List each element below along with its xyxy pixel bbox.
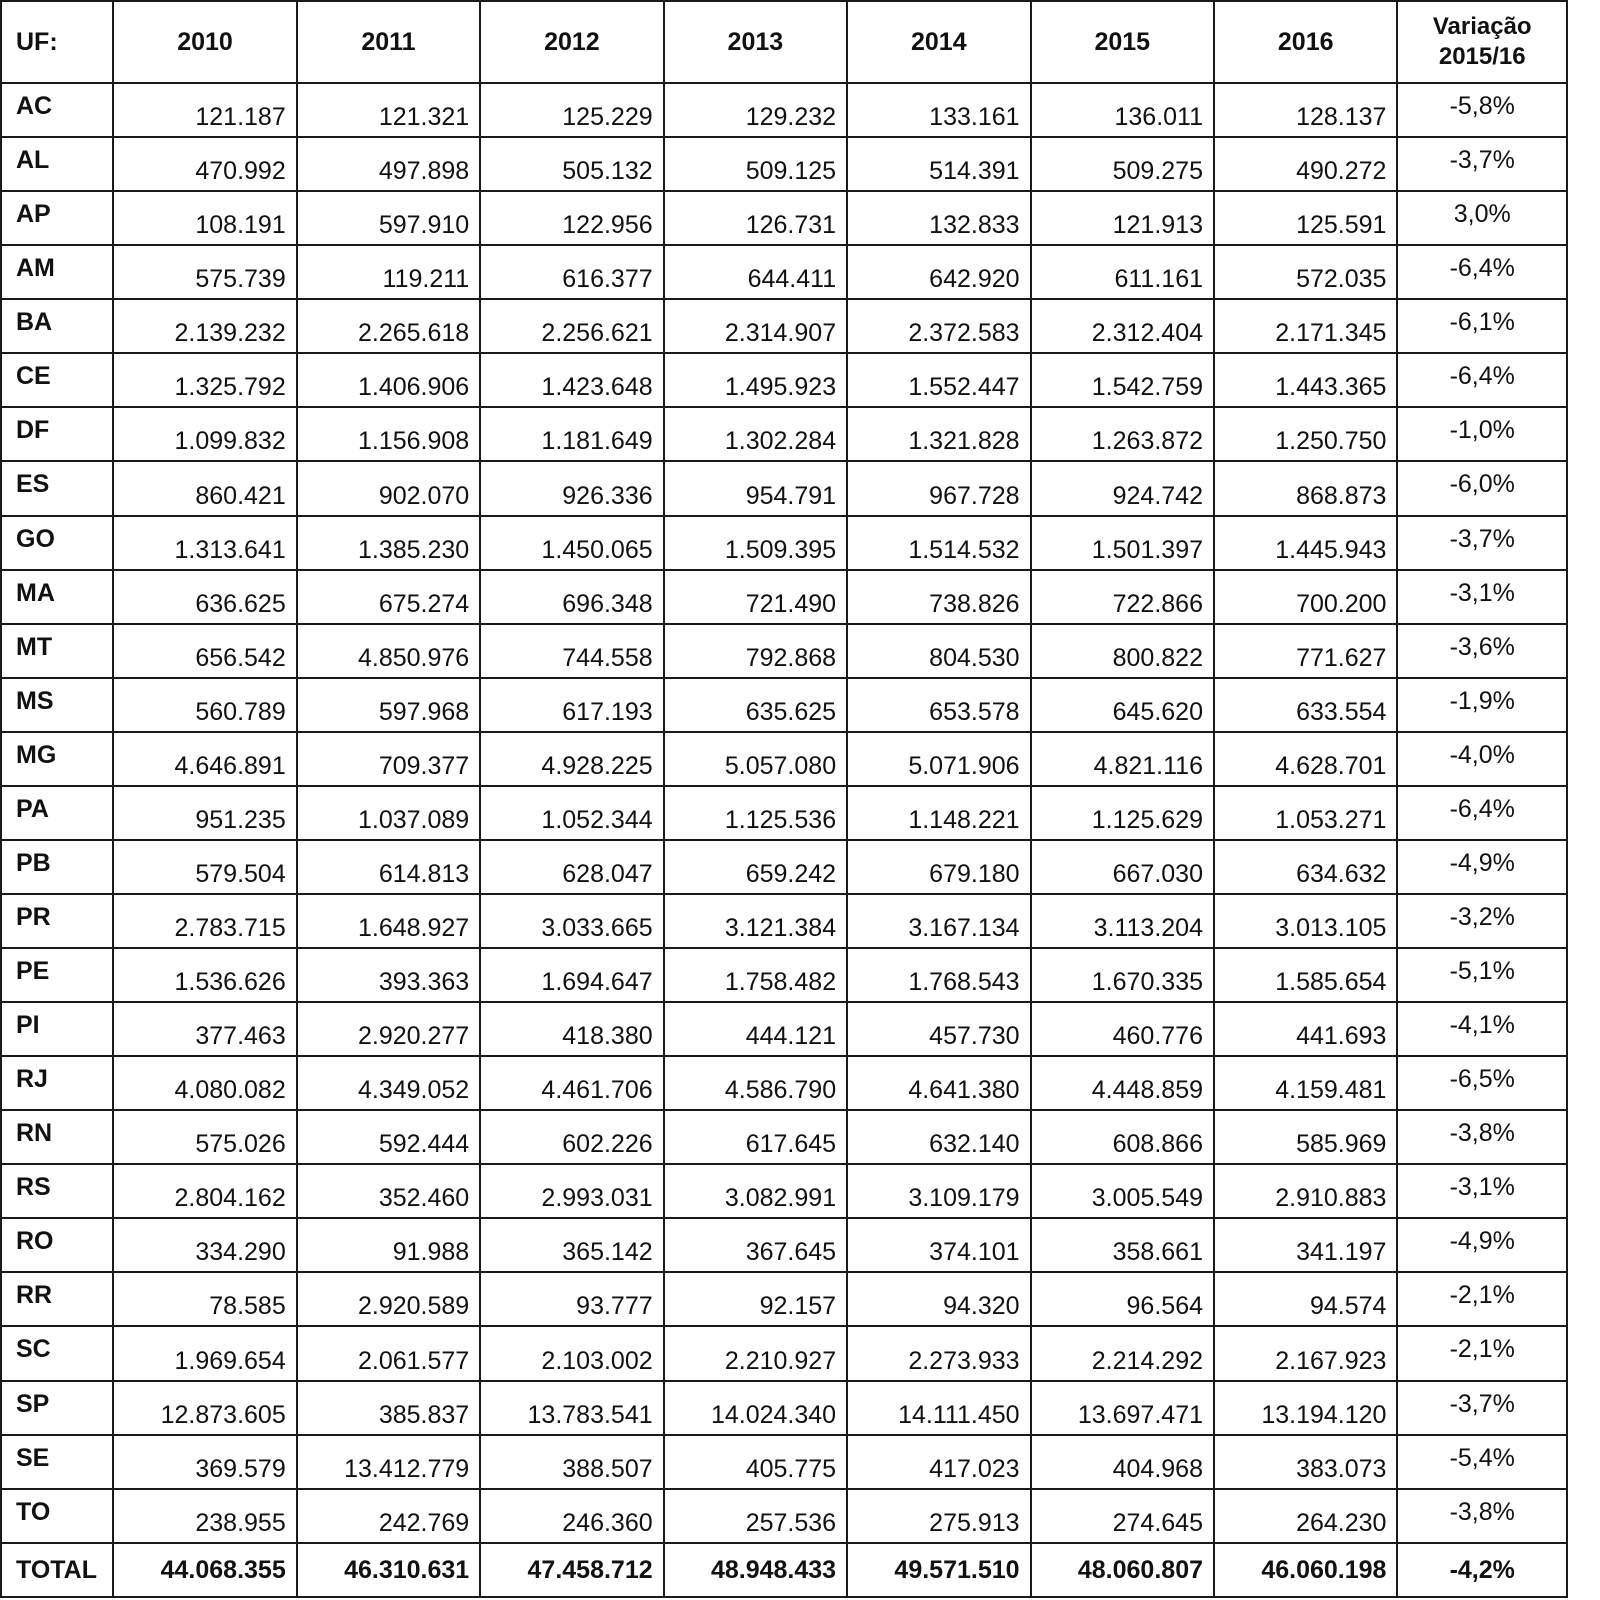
table-row [1, 353, 1567, 407]
value-cell: 4.641.380 [847, 1056, 1030, 1110]
variation-cell: -4,9% [1397, 840, 1567, 894]
value-cell: 1.263.872 [1031, 407, 1214, 461]
uf-cell: AP [1, 191, 113, 245]
value-cell: 441.693 [1214, 1002, 1397, 1056]
variation-cell: -3,8% [1397, 1110, 1567, 1164]
value-cell: 592.444 [297, 1110, 480, 1164]
value-cell: 2.061.577 [297, 1326, 480, 1380]
value-cell: 653.578 [847, 678, 1030, 732]
value-cell: 659.242 [664, 840, 847, 894]
value-cell: 1.501.397 [1031, 516, 1214, 570]
value-cell: 642.920 [847, 245, 1030, 299]
value-cell: 405.775 [664, 1435, 847, 1489]
value-cell: 132.833 [847, 191, 1030, 245]
value-cell: 1.125.536 [664, 786, 847, 840]
table-row [1, 191, 1567, 245]
uf-cell: SP [1, 1381, 113, 1435]
uf-cell: DF [1, 407, 113, 461]
value-cell: 13.783.541 [480, 1381, 663, 1435]
value-cell: 675.274 [297, 570, 480, 624]
value-cell: 860.421 [113, 461, 296, 515]
value-cell: 4.628.701 [1214, 732, 1397, 786]
value-cell: 5.071.906 [847, 732, 1030, 786]
value-cell: 509.125 [664, 137, 847, 191]
total-cell: 46.310.631 [297, 1543, 480, 1597]
variation-cell: -3,1% [1397, 570, 1567, 624]
value-cell: 404.968 [1031, 1435, 1214, 1489]
value-cell: 122.956 [480, 191, 663, 245]
value-cell: 572.035 [1214, 245, 1397, 299]
value-cell: 1.313.641 [113, 516, 296, 570]
value-cell: 632.140 [847, 1110, 1030, 1164]
value-cell: 126.731 [664, 191, 847, 245]
value-cell: 94.574 [1214, 1272, 1397, 1326]
table-row [1, 786, 1567, 840]
value-cell: 358.661 [1031, 1218, 1214, 1272]
value-cell: 1.694.647 [480, 948, 663, 1002]
value-cell: 14.111.450 [847, 1381, 1030, 1435]
table-row [1, 732, 1567, 786]
value-cell: 1.443.365 [1214, 353, 1397, 407]
value-cell: 1.552.447 [847, 353, 1030, 407]
value-cell: 4.448.859 [1031, 1056, 1214, 1110]
variation-cell: -6,1% [1397, 299, 1567, 353]
value-cell: 679.180 [847, 840, 1030, 894]
uf-cell: AL [1, 137, 113, 191]
table-row [1, 1326, 1567, 1380]
header-year-2010: 2010 [113, 1, 296, 83]
value-cell: 1.542.759 [1031, 353, 1214, 407]
value-cell: 2.265.618 [297, 299, 480, 353]
value-cell: 128.137 [1214, 83, 1397, 137]
value-cell: 667.030 [1031, 840, 1214, 894]
variation-cell: -6,0% [1397, 461, 1567, 515]
uf-cell: AC [1, 83, 113, 137]
value-cell: 738.826 [847, 570, 1030, 624]
value-cell: 129.232 [664, 83, 847, 137]
value-cell: 617.193 [480, 678, 663, 732]
variation-cell: -5,8% [1397, 83, 1567, 137]
value-cell: 78.585 [113, 1272, 296, 1326]
value-cell: 616.377 [480, 245, 663, 299]
value-cell: 1.768.543 [847, 948, 1030, 1002]
value-cell: 3.113.204 [1031, 894, 1214, 948]
value-cell: 460.776 [1031, 1002, 1214, 1056]
value-cell: 744.558 [480, 624, 663, 678]
value-cell: 108.191 [113, 191, 296, 245]
variation-cell: -6,5% [1397, 1056, 1567, 1110]
value-cell: 1.325.792 [113, 353, 296, 407]
uf-cell: RJ [1, 1056, 113, 1110]
value-cell: 700.200 [1214, 570, 1397, 624]
uf-cell: GO [1, 516, 113, 570]
value-cell: 3.005.549 [1031, 1164, 1214, 1218]
uf-cell: PE [1, 948, 113, 1002]
table-row [1, 678, 1567, 732]
value-cell: 5.057.080 [664, 732, 847, 786]
header-uf: UF: [1, 1, 113, 83]
uf-cell: RR [1, 1272, 113, 1326]
value-cell: 2.910.883 [1214, 1164, 1397, 1218]
value-cell: 136.011 [1031, 83, 1214, 137]
value-cell: 1.585.654 [1214, 948, 1397, 1002]
value-cell: 2.273.933 [847, 1326, 1030, 1380]
value-cell: 1.037.089 [297, 786, 480, 840]
value-cell: 133.161 [847, 83, 1030, 137]
variation-cell: -3,7% [1397, 137, 1567, 191]
value-cell: 1.385.230 [297, 516, 480, 570]
value-cell: 119.211 [297, 245, 480, 299]
value-cell: 238.955 [113, 1489, 296, 1543]
header-year-2012: 2012 [480, 1, 663, 83]
value-cell: 1.495.923 [664, 353, 847, 407]
value-cell: 514.391 [847, 137, 1030, 191]
variation-cell: -1,0% [1397, 407, 1567, 461]
total-cell: 48.948.433 [664, 1543, 847, 1597]
uf-cell: PA [1, 786, 113, 840]
value-cell: 1.670.335 [1031, 948, 1214, 1002]
variation-cell: -2,1% [1397, 1272, 1567, 1326]
value-cell: 377.463 [113, 1002, 296, 1056]
value-cell: 560.789 [113, 678, 296, 732]
value-cell: 1.536.626 [113, 948, 296, 1002]
value-cell: 383.073 [1214, 1435, 1397, 1489]
value-cell: 121.321 [297, 83, 480, 137]
value-cell: 2.103.002 [480, 1326, 663, 1380]
value-cell: 722.866 [1031, 570, 1214, 624]
value-cell: 242.769 [297, 1489, 480, 1543]
value-cell: 14.024.340 [664, 1381, 847, 1435]
value-cell: 611.161 [1031, 245, 1214, 299]
value-cell: 4.821.116 [1031, 732, 1214, 786]
value-cell: 121.913 [1031, 191, 1214, 245]
uf-cell: RS [1, 1164, 113, 1218]
value-cell: 1.052.344 [480, 786, 663, 840]
value-cell: 4.080.082 [113, 1056, 296, 1110]
value-cell: 967.728 [847, 461, 1030, 515]
table-row [1, 1489, 1567, 1543]
variation-cell: -5,1% [1397, 948, 1567, 1002]
value-cell: 902.070 [297, 461, 480, 515]
value-cell: 628.047 [480, 840, 663, 894]
table-row [1, 1056, 1567, 1110]
value-cell: 274.645 [1031, 1489, 1214, 1543]
value-cell: 341.197 [1214, 1218, 1397, 1272]
value-cell: 4.850.976 [297, 624, 480, 678]
value-cell: 868.873 [1214, 461, 1397, 515]
uf-cell: PI [1, 1002, 113, 1056]
value-cell: 644.411 [664, 245, 847, 299]
variation-cell: -4,1% [1397, 1002, 1567, 1056]
table-row [1, 83, 1567, 137]
value-cell: 597.968 [297, 678, 480, 732]
value-cell: 1.156.908 [297, 407, 480, 461]
value-cell: 2.314.907 [664, 299, 847, 353]
value-cell: 2.372.583 [847, 299, 1030, 353]
table-row [1, 461, 1567, 515]
value-cell: 634.632 [1214, 840, 1397, 894]
uf-cell: CE [1, 353, 113, 407]
table-row [1, 1272, 1567, 1326]
table-row [1, 1164, 1567, 1218]
value-cell: 246.360 [480, 1489, 663, 1543]
value-cell: 800.822 [1031, 624, 1214, 678]
value-cell: 125.229 [480, 83, 663, 137]
value-cell: 4.461.706 [480, 1056, 663, 1110]
header-year-2016: 2016 [1214, 1, 1397, 83]
value-cell: 1.321.828 [847, 407, 1030, 461]
value-cell: 1.099.832 [113, 407, 296, 461]
uf-cell: PB [1, 840, 113, 894]
header-variation-line1: Variação [1432, 13, 1532, 40]
table-row [1, 516, 1567, 570]
value-cell: 1.509.395 [664, 516, 847, 570]
variation-cell: 3,0% [1397, 191, 1567, 245]
uf-cell: TO [1, 1489, 113, 1543]
value-cell: 696.348 [480, 570, 663, 624]
value-cell: 804.530 [847, 624, 1030, 678]
value-cell: 96.564 [1031, 1272, 1214, 1326]
value-cell: 417.023 [847, 1435, 1030, 1489]
value-cell: 1.969.654 [113, 1326, 296, 1380]
value-cell: 365.142 [480, 1218, 663, 1272]
value-cell: 3.121.384 [664, 894, 847, 948]
value-cell: 954.791 [664, 461, 847, 515]
value-cell: 257.536 [664, 1489, 847, 1543]
total-row [1, 1543, 1567, 1597]
table-row [1, 570, 1567, 624]
variation-cell: -4,9% [1397, 1218, 1567, 1272]
value-cell: 614.813 [297, 840, 480, 894]
table-row [1, 948, 1567, 1002]
value-cell: 4.159.481 [1214, 1056, 1397, 1110]
value-cell: 3.167.134 [847, 894, 1030, 948]
value-cell: 457.730 [847, 1002, 1030, 1056]
value-cell: 1.053.271 [1214, 786, 1397, 840]
variation-cell: -4,0% [1397, 732, 1567, 786]
variation-cell: -3,6% [1397, 624, 1567, 678]
value-cell: 1.406.906 [297, 353, 480, 407]
value-cell: 92.157 [664, 1272, 847, 1326]
value-cell: 3.109.179 [847, 1164, 1030, 1218]
uf-cell: MA [1, 570, 113, 624]
value-cell: 924.742 [1031, 461, 1214, 515]
value-cell: 636.625 [113, 570, 296, 624]
value-cell: 1.125.629 [1031, 786, 1214, 840]
value-cell: 771.627 [1214, 624, 1397, 678]
uf-cell: SE [1, 1435, 113, 1489]
header-year-2014: 2014 [847, 1, 1030, 83]
table-row [1, 1218, 1567, 1272]
value-cell: 1.450.065 [480, 516, 663, 570]
header-year-2015: 2015 [1031, 1, 1214, 83]
value-cell: 509.275 [1031, 137, 1214, 191]
value-cell: 490.272 [1214, 137, 1397, 191]
value-cell: 926.336 [480, 461, 663, 515]
value-cell: 125.591 [1214, 191, 1397, 245]
table-row [1, 840, 1567, 894]
value-cell: 585.969 [1214, 1110, 1397, 1164]
value-cell: 369.579 [113, 1435, 296, 1489]
value-cell: 4.928.225 [480, 732, 663, 786]
value-cell: 1.423.648 [480, 353, 663, 407]
value-cell: 1.250.750 [1214, 407, 1397, 461]
value-cell: 597.910 [297, 191, 480, 245]
variation-cell: -3,8% [1397, 1489, 1567, 1543]
total-variation: -4,2% [1397, 1543, 1567, 1597]
variation-cell: -6,4% [1397, 786, 1567, 840]
value-cell: 575.739 [113, 245, 296, 299]
value-cell: 3.082.991 [664, 1164, 847, 1218]
table-row [1, 1381, 1567, 1435]
value-cell: 608.866 [1031, 1110, 1214, 1164]
value-cell: 2.214.292 [1031, 1326, 1214, 1380]
value-cell: 13.412.779 [297, 1435, 480, 1489]
header-variation [1397, 1, 1567, 83]
value-cell: 602.226 [480, 1110, 663, 1164]
value-cell: 1.181.649 [480, 407, 663, 461]
value-cell: 13.697.471 [1031, 1381, 1214, 1435]
value-cell: 93.777 [480, 1272, 663, 1326]
value-cell: 2.167.923 [1214, 1326, 1397, 1380]
value-cell: 352.460 [297, 1164, 480, 1218]
table-body [1, 83, 1567, 1543]
value-cell: 951.235 [113, 786, 296, 840]
table-row [1, 894, 1567, 948]
value-cell: 4.349.052 [297, 1056, 480, 1110]
value-cell: 393.363 [297, 948, 480, 1002]
value-cell: 91.988 [297, 1218, 480, 1272]
value-cell: 374.101 [847, 1218, 1030, 1272]
value-cell: 385.837 [297, 1381, 480, 1435]
value-cell: 2.312.404 [1031, 299, 1214, 353]
value-cell: 275.913 [847, 1489, 1030, 1543]
value-cell: 334.290 [113, 1218, 296, 1272]
total-label: TOTAL [1, 1543, 113, 1597]
uf-cell: MS [1, 678, 113, 732]
value-cell: 264.230 [1214, 1489, 1397, 1543]
variation-cell: -2,1% [1397, 1326, 1567, 1380]
value-cell: 579.504 [113, 840, 296, 894]
table-row [1, 1435, 1567, 1489]
variation-cell: -3,7% [1397, 516, 1567, 570]
variation-cell: -3,2% [1397, 894, 1567, 948]
table-row [1, 1002, 1567, 1056]
table-row [1, 299, 1567, 353]
value-cell: 444.121 [664, 1002, 847, 1056]
uf-cell: MT [1, 624, 113, 678]
table-row [1, 245, 1567, 299]
uf-cell: SC [1, 1326, 113, 1380]
value-cell: 497.898 [297, 137, 480, 191]
table-row [1, 624, 1567, 678]
value-cell: 2.804.162 [113, 1164, 296, 1218]
variation-cell: -3,7% [1397, 1381, 1567, 1435]
uf-cell: BA [1, 299, 113, 353]
value-cell: 645.620 [1031, 678, 1214, 732]
variation-cell: -6,4% [1397, 245, 1567, 299]
total-cell: 47.458.712 [480, 1543, 663, 1597]
value-cell: 4.586.790 [664, 1056, 847, 1110]
value-cell: 388.507 [480, 1435, 663, 1489]
value-cell: 1.148.221 [847, 786, 1030, 840]
value-cell: 2.171.345 [1214, 299, 1397, 353]
value-cell: 2.210.927 [664, 1326, 847, 1380]
variation-cell: -1,9% [1397, 678, 1567, 732]
value-cell: 1.445.943 [1214, 516, 1397, 570]
value-cell: 709.377 [297, 732, 480, 786]
value-cell: 418.380 [480, 1002, 663, 1056]
value-cell: 617.645 [664, 1110, 847, 1164]
header-row [1, 1, 1567, 83]
uf-cell: PR [1, 894, 113, 948]
uf-cell: RO [1, 1218, 113, 1272]
value-cell: 2.920.589 [297, 1272, 480, 1326]
value-cell: 635.625 [664, 678, 847, 732]
table-row [1, 407, 1567, 461]
value-cell: 575.026 [113, 1110, 296, 1164]
total-cell: 48.060.807 [1031, 1543, 1214, 1597]
value-cell: 1.302.284 [664, 407, 847, 461]
uf-cell: ES [1, 461, 113, 515]
value-cell: 367.645 [664, 1218, 847, 1272]
value-cell: 94.320 [847, 1272, 1030, 1326]
total-cell: 49.571.510 [847, 1543, 1030, 1597]
total-cell: 44.068.355 [113, 1543, 296, 1597]
variation-cell: -3,1% [1397, 1164, 1567, 1218]
value-cell: 121.187 [113, 83, 296, 137]
value-cell: 12.873.605 [113, 1381, 296, 1435]
value-cell: 633.554 [1214, 678, 1397, 732]
value-cell: 2.993.031 [480, 1164, 663, 1218]
header-variation-line2: 2015/16 [1438, 43, 1526, 70]
value-cell: 3.013.105 [1214, 894, 1397, 948]
header-year-2011: 2011 [297, 1, 480, 83]
uf-cell: MG [1, 732, 113, 786]
value-cell: 2.783.715 [113, 894, 296, 948]
variation-cell: -6,4% [1397, 353, 1567, 407]
value-cell: 1.648.927 [297, 894, 480, 948]
uf-cell: AM [1, 245, 113, 299]
value-cell: 505.132 [480, 137, 663, 191]
value-cell: 656.542 [113, 624, 296, 678]
header-year-2013: 2013 [664, 1, 847, 83]
value-cell: 13.194.120 [1214, 1381, 1397, 1435]
value-cell: 3.033.665 [480, 894, 663, 948]
table-row [1, 137, 1567, 191]
value-cell: 470.992 [113, 137, 296, 191]
value-cell: 4.646.891 [113, 732, 296, 786]
value-cell: 1.758.482 [664, 948, 847, 1002]
value-cell: 792.868 [664, 624, 847, 678]
uf-cell: RN [1, 1110, 113, 1164]
value-cell: 721.490 [664, 570, 847, 624]
value-cell: 2.920.277 [297, 1002, 480, 1056]
variation-cell: -5,4% [1397, 1435, 1567, 1489]
table-row [1, 1110, 1567, 1164]
value-cell: 2.256.621 [480, 299, 663, 353]
value-cell: 2.139.232 [113, 299, 296, 353]
value-cell: 1.514.532 [847, 516, 1030, 570]
total-cell: 46.060.198 [1214, 1543, 1397, 1597]
